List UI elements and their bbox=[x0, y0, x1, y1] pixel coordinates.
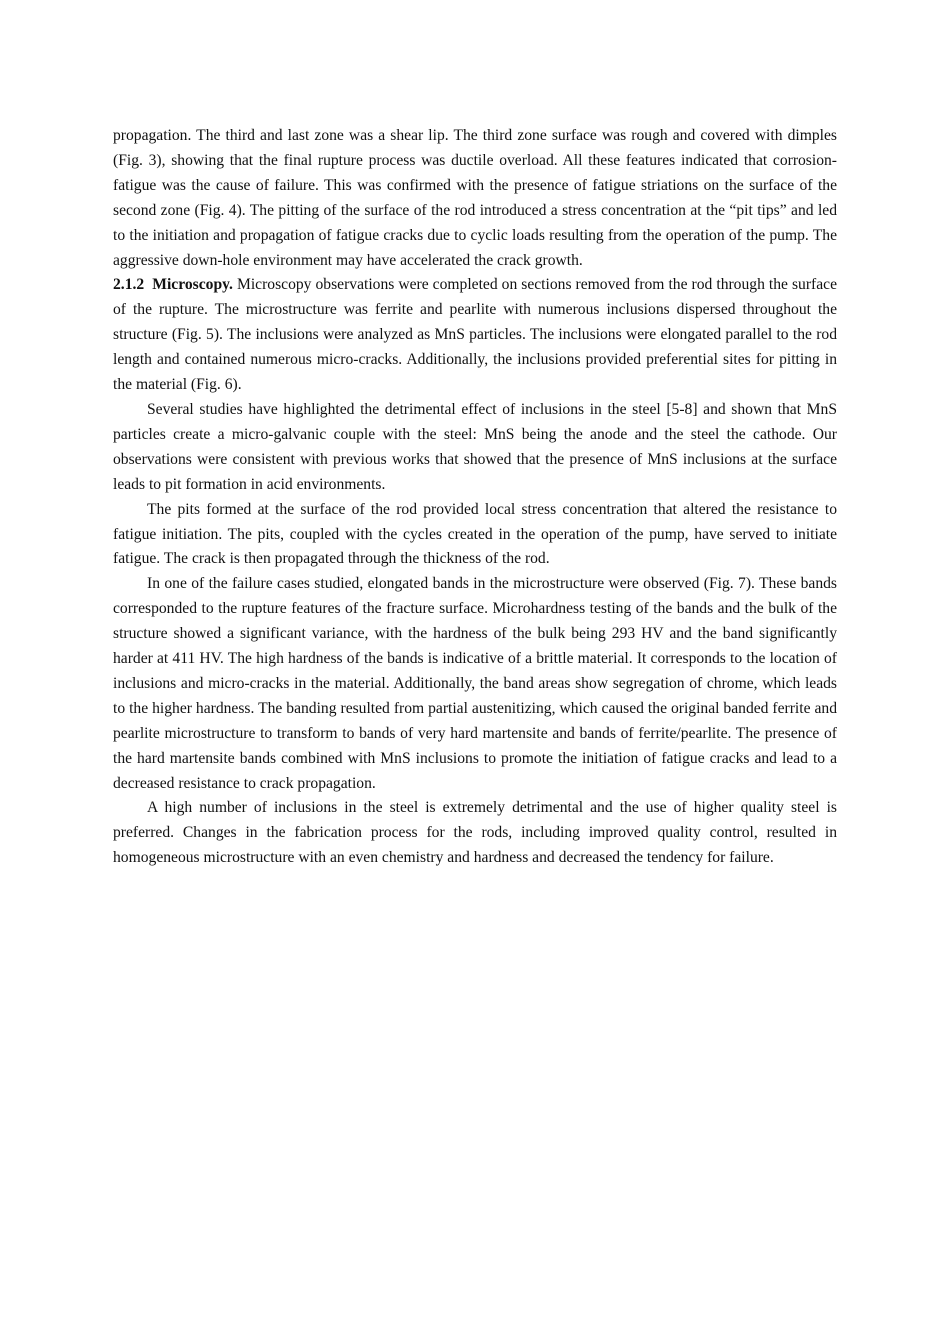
paragraph-microscopy bbox=[113, 273, 837, 398]
paragraph-conclusion bbox=[113, 796, 837, 871]
paragraph-text: The pits formed at the surface of the rod provided local stress concentration that altered the resistance to fatigue initiation. The pits, coupled with the cycles created in the operation of the pump, have served to initiate fatigue. The crack is then propagated through the thickness of the rod. bbox=[113, 500, 837, 568]
paragraph-banding bbox=[113, 572, 837, 796]
paragraph-text: A high number of inclusions in the steel is extremely detrimental and the use of higher quality steel is preferred. Changes in the fabrication process for the rods, including improved quality control, resulted in homogeneous microstructure with an even chemistry and hardness and decreased the tendency for failure. bbox=[113, 799, 837, 867]
page-body bbox=[113, 124, 837, 871]
paragraph-text: Several studies have highlighted the detrimental effect of inclusions in the steel [5-8] and shown that MnS particles create a micro-galvanic couple with the steel: MnS being the anode and the steel the cathode. Our observations were consistent with previous works that showed that the presence of MnS inclusions at the surface leads to pit formation in acid environments. bbox=[113, 400, 837, 493]
paragraph-text: In one of the failure cases studied, elongated bands in the microstructure were observed (Fig. 7). These bands corresponded to the rupture features of the fracture surface. Microhardness testing of the bands and the bulk of the structure showed a significant variance, with the hardness of the bulk being 293 HV and the band significantly harder at 411 HV. The high hardness of the bands is indicative of a brittle material. It corresponds to the location of inclusions and micro-cracks in the material. Additionally, the band areas show segregation of chrome, which leads to the higher hardness. The banding resulted from partial austenitizing, which caused the original banded ferrite and pearlite microstructure to transform to bands of very hard martensite and bands of ferrite/pearlite. The presence of the hard martensite bands combined with MnS inclusions to promote the initiation of fatigue cracks and lead to a decreased resistance to crack propagation. bbox=[113, 575, 837, 792]
paragraph-fracture-zones bbox=[113, 124, 837, 273]
section-heading: 2.1.2 Microscopy. bbox=[113, 276, 233, 294]
paragraph-text: propagation. The third and last zone was a shear lip. The third zone surface was rough and covered with dimples (Fig. 3), showing that the final rupture process was ductile overload. All these features indicated that corrosion-fatigue was the cause of failure. This was confirmed with the presence of fatigue striations on the surface of the second zone (Fig. 4). The pitting of the surface of the rod introduced a stress concentration at the “pit tips” and led to the initiation and propagation of fatigue cracks due to cyclic loads resulting from the operation of the pump. The aggressive down-hole environment may have accelerated the crack growth. bbox=[113, 127, 837, 269]
paragraph-inclusions-studies bbox=[113, 398, 837, 498]
paragraph-pits bbox=[113, 498, 837, 573]
paragraph-text: Microscopy observations were completed on sections removed from the rod through the surface of the rupture. The microstructure was ferrite and pearlite with numerous inclusions dispersed throughout the structure (Fig. 5). The inclusions were analyzed as MnS particles. The inclusions were elongated parallel to the rod length and contained numerous micro-cracks. Additionally, the inclusions provided preferential sites for pitting in the material (Fig. 6). bbox=[113, 276, 837, 394]
